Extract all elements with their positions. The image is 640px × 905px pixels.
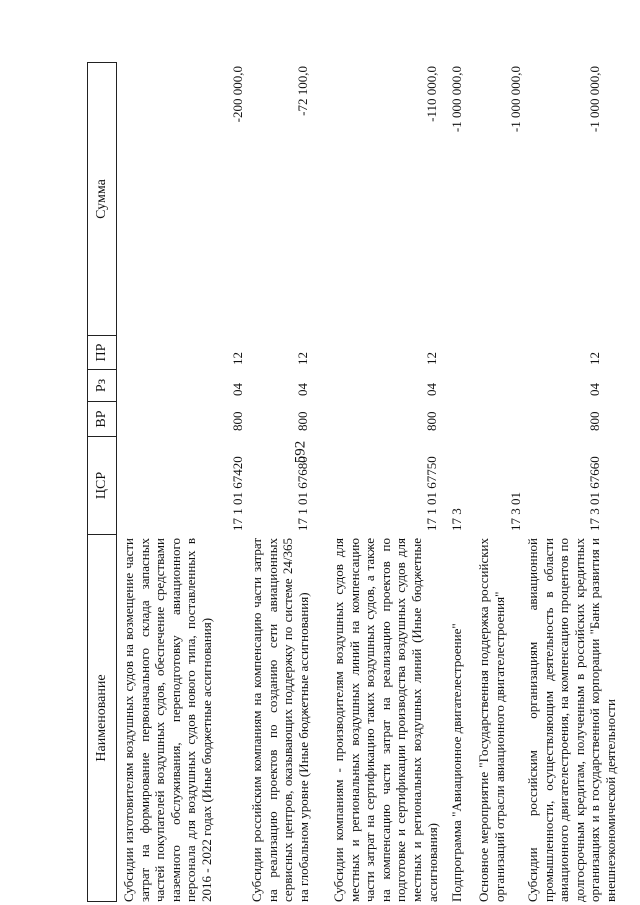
table-row — [121, 62, 247, 902]
row-csr: 17 3 01 — [508, 492, 523, 531]
table-row — [249, 62, 329, 902]
header-pr: ПР — [88, 336, 116, 370]
row-vr: 800 — [295, 411, 310, 431]
row-vr: 800 — [424, 411, 439, 431]
row-sum: -1 000 000,0 — [449, 66, 464, 133]
header-vr: ВР — [88, 402, 116, 437]
header-name: Наименование — [88, 535, 116, 902]
row-name: Субсидии российским организациям авиационной промышленности, осуществляющим деятельность в области авиационного двигателестроения, на компенсацию процентов по долгосрочным кредитам, полученным в российских кредитных организациях и в государственной корпорации "Банк развития и внешнеэкономической деятельности — [525, 538, 618, 902]
row-csr: 17 3 01 67660 — [587, 456, 602, 531]
table-row — [525, 62, 618, 902]
row-name: Субсидии изготовителям воздушных судов на возмещение части затрат на формирование первоначального склада запасных частей покупателей воздушных судов, обеспечение средствами наземного обслуживания, переподготовку авиационного персонала для воздушных судов нового типа, поставленных в 2016 - 2022 годах (Иные бюджетные ассигнования) — [121, 538, 214, 902]
row-csr: 17 1 01 67750 — [424, 456, 439, 531]
row-name: Основное мероприятие "Государственная поддержка российских организаций отрасли авиационного двигателестроения" — [476, 538, 507, 902]
row-csr: 17 1 01 67420 — [230, 456, 245, 531]
row-sum: -110 000,0 — [424, 66, 439, 122]
row-sum: -200 000,0 — [230, 66, 245, 123]
row-rz: 04 — [230, 383, 245, 396]
row-pr: 12 — [295, 352, 310, 365]
row-pr: 12 — [230, 352, 245, 365]
row-csr: 17 1 01 67680 — [295, 456, 310, 531]
row-csr: 17 3 — [449, 508, 464, 531]
row-vr: 800 — [587, 411, 602, 431]
row-vr: 800 — [230, 411, 245, 431]
row-rz: 04 — [424, 383, 439, 396]
row-name: Подпрограмма "Авиационное двигателестроение" — [449, 623, 464, 902]
row-rz: 04 — [587, 383, 602, 396]
page-number: 592 — [292, 440, 309, 464]
row-sum: -1 000 000,0 — [508, 66, 523, 133]
row-pr: 12 — [587, 352, 602, 365]
row-name: Субсидии компаниям - производителям воздушных судов для местных и региональных воздушных линий на компенсацию части затрат на сертификацию таких воздушных судов, а также на компенсацию части затрат на реализацию проектов по подготовке и сертификации производства воздушных судов для местных и региональных воздушных линий (Иные бюджетные ассигнования) — [331, 538, 440, 902]
table-row — [476, 62, 528, 902]
header-csr: ЦСР — [88, 437, 116, 535]
row-pr: 12 — [424, 352, 439, 365]
budget-table — [87, 62, 618, 902]
table-header — [87, 62, 117, 902]
row-sum: -72 100,0 — [295, 66, 310, 116]
row-rz: 04 — [295, 383, 310, 396]
table-row — [449, 62, 469, 902]
row-name: Субсидии российским компаниям на компенсацию части затрат на реализацию проектов по созданию сети авиационных сервисных центров, оказывающих поддержку по системе 24/365 на глобальном уровне (Иные бюджетные ассигнования) — [249, 538, 311, 902]
table-row — [331, 62, 443, 902]
row-sum: -1 000 000,0 — [587, 66, 602, 133]
header-sum: Сумма — [88, 62, 116, 336]
header-rz: Рз — [88, 370, 116, 402]
